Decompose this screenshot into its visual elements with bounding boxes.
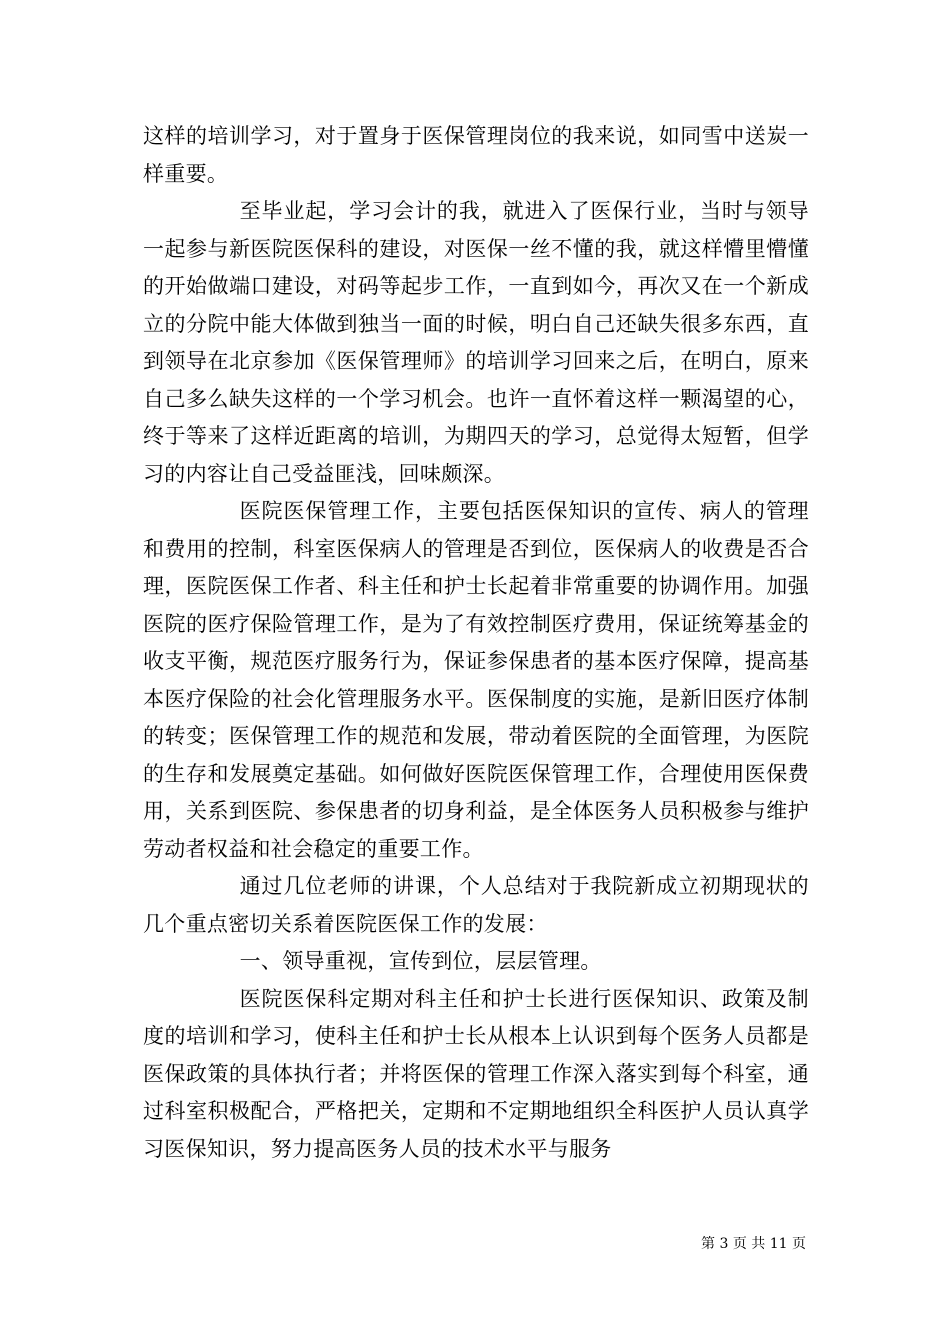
paragraph-section-1: 医院医保科定期对科主任和护士长进行医保知识、政策及制度的培训和学习，使科主任和护士长从根本上认识到每个医务人员都是医保政策的具体执行者；并将医保的管理工作深入落实到每个科室，通过科室积极配合，严格把关，定期和不定期地组织全科医护人员认真学习医保知识，努力提高医务人员的技术水平与服务 xyxy=(143,986,809,1161)
paragraph-background: 至毕业起，学习会计的我，就进入了医保行业，当时与领导一起参与新医院医保科的建设，对医保一丝不懂的我，就这样懵里懵懂的开始做端口建设，对码等起步工作，一直到如今，再次又在一个新成立的分院中能大体做到独当一面的时候，明白自己还缺失很多东西，直到领导在北京参加《医保管理师》的培训学习回来之后，在明白，原来自己多么缺失这样的一个学习机会。也许一直怀着这样一颗渴望的心，终于等来了这样近距离的培训，为期四天的学习，总觉得太短暂，但学习的内容让自己受益匪浅，回味颇深。 xyxy=(143,199,809,486)
section-heading-1: 一、领导重视，宣传到位，层层管理。 xyxy=(239,949,602,973)
document-body xyxy=(143,118,809,1168)
paragraph-continuation: 这样的培训学习，对于置身于医保管理岗位的我来说，如同雪中送炭一样重要。 xyxy=(143,124,809,186)
page-number-footer: 第 3 页 共 11 页 xyxy=(701,1236,806,1252)
paragraph-summary-intro: 通过几位老师的讲课，个人总结对于我院新成立初期现状的几个重点密切关系着医院医保工作的发展： xyxy=(143,874,809,936)
paragraph-management-overview: 医院医保管理工作，主要包括医保知识的宣传、病人的管理和费用的控制，科室医保病人的管理是否到位，医保病人的收费是否合理，医院医保工作者、科主任和护士长起着非常重要的协调作用。加强医院的医疗保险管理工作，是为了有效控制医疗费用，保证统筹基金的收支平衡，规范医疗服务行为，保证参保患者的基本医疗保障，提高基本医疗保险的社会化管理服务水平。医保制度的实施，是新旧医疗体制的转变；医保管理工作的规范和发展，带动着医院的全面管理，为医院的生存和发展奠定基础。如何做好医院医保管理工作，合理使用医保费用，关系到医院、参保患者的切身利益，是全体医务人员积极参与维护劳动者权益和社会稳定的重要工作。 xyxy=(143,499,809,861)
